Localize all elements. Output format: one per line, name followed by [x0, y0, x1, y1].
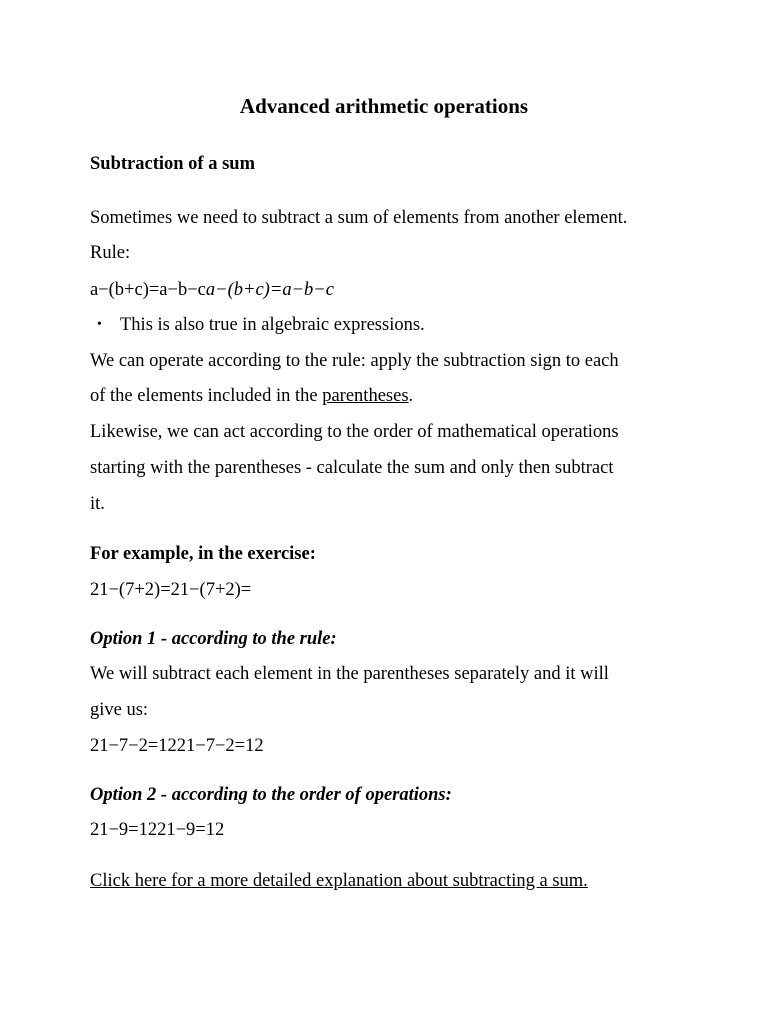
- detailed-explanation-link[interactable]: Click here for a more detailed explanation about subtracting a sum.: [90, 871, 588, 891]
- bullet-icon: •: [97, 317, 102, 332]
- option-1-line-1: We will subtract each element in the parentheses separately and it will: [90, 664, 609, 684]
- parentheses-link[interactable]: parentheses: [322, 386, 409, 406]
- option-1-line-2: give us:: [90, 700, 149, 720]
- paragraph-1-prefix: of the elements included in the: [90, 386, 323, 406]
- example-heading: For example, in the exercise:: [90, 544, 316, 564]
- page-title: Advanced arithmetic operations: [239, 94, 529, 118]
- paragraph-1-suffix: .: [408, 386, 414, 406]
- option-1-heading: Option 1 - according to the rule:: [90, 629, 337, 649]
- option-1-formula: 21−7−2=1221−7−2=12: [90, 736, 264, 756]
- paragraph-2-line-3: it.: [90, 494, 105, 514]
- bullet-text: This is also true in algebraic expressions.: [120, 315, 425, 335]
- example-formula: 21−(7+2)=21−(7+2)=: [90, 580, 252, 600]
- rule-formula-math: a−(b+c)=a−b−c: [205, 280, 335, 300]
- option-2-formula: 21−9=1221−9=12: [90, 820, 225, 840]
- paragraph-1-line-1: We can operate according to the rule: apply the subtraction sign to each: [90, 351, 619, 371]
- rule-formula-plain: a−(b+c)=a−b−c: [90, 280, 206, 300]
- rule-formula: [90, 281, 334, 300]
- paragraph-1-line-2: [90, 387, 413, 406]
- section-heading: Subtraction of a sum: [90, 154, 255, 174]
- rule-label: Rule:: [90, 243, 131, 263]
- option-2-heading: Option 2 - according to the order of operations:: [90, 785, 452, 805]
- paragraph-2-line-1: Likewise, we can act according to the order of mathematical operations: [90, 422, 619, 442]
- intro-text: Sometimes we need to subtract a sum of elements from another element.: [90, 208, 628, 228]
- paragraph-2-line-2: starting with the parentheses - calculate the sum and only then subtract: [90, 458, 614, 478]
